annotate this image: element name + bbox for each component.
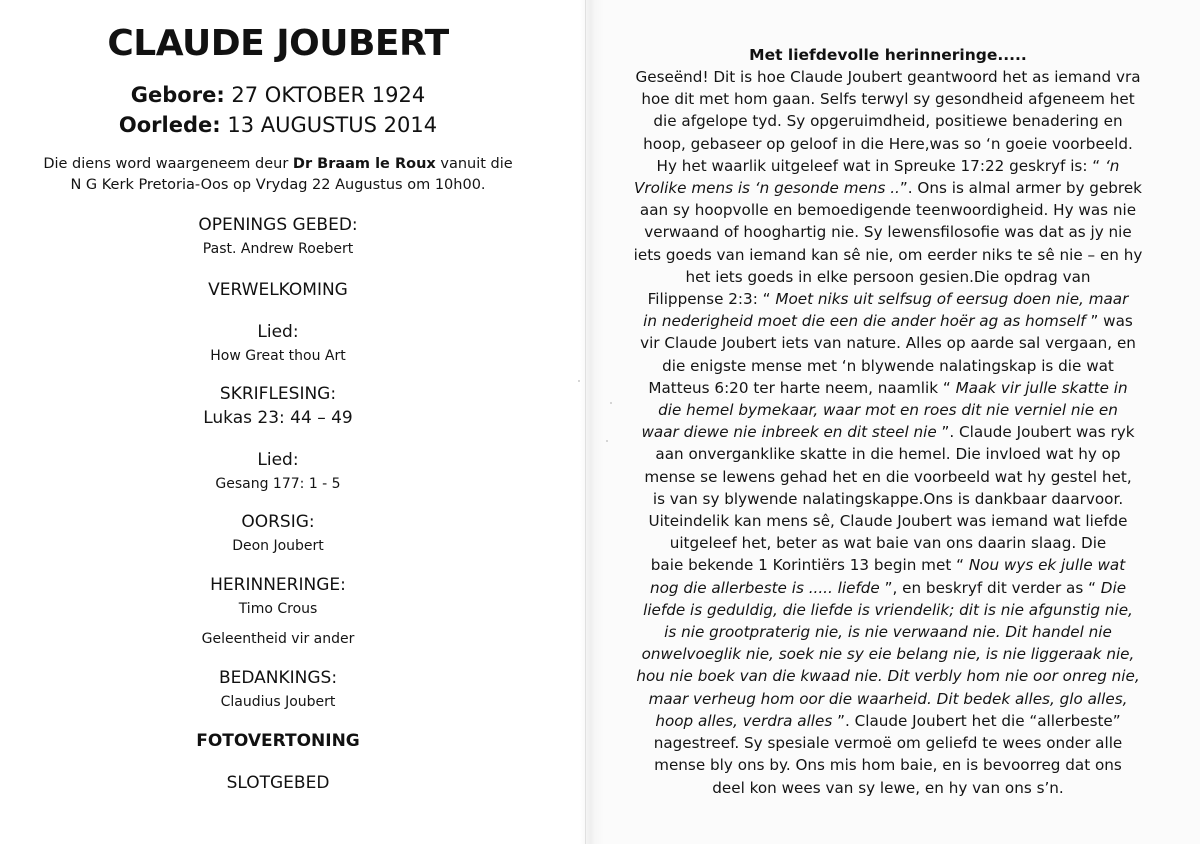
memorial-line [618,554,1158,576]
memorial-line [618,399,1158,421]
minister-name: Dr Braam le Roux [292,156,436,172]
memorial-line [618,355,1158,377]
memorial-text: hoe dit met hom gaan. Selfs terwyl sy gesondheid afgeneem het [641,90,1135,109]
memorial-line [618,688,1158,710]
programme-heading: BEDANKINGS: [218,668,338,688]
scan-speck [578,380,580,382]
programme-item [0,449,556,494]
programme-heading: FOTOVERTONING [196,731,360,751]
memorial-text: Geseënd! Dit is hoe Claude Joubert geantwoord het as iemand vra [635,68,1141,86]
memorial-line [618,710,1158,732]
intro-text: vanuit die [435,156,513,172]
programme-heading: OPENINGS GEBED: [198,215,358,235]
memorial-text: verwaand of hooghartig nie. Sy lewensfilosofie was dat as jy nie [644,223,1132,242]
programme-item [0,214,556,259]
memorial-text: ”. Claude Joubert was ryk [936,423,1135,442]
quoted-scripture: is nie grootpraterig nie, is nie verwaand nie. Dit handel nie [664,623,1112,642]
memorial-text: hoop, gebaseer op geloof in die Here,was so ‘n goeie voorbeeld. [643,134,1133,153]
quoted-scripture: hoop alles, verdra alles [655,711,833,730]
memorial-text-column [618,44,1158,799]
memorial-text: nagestreef. Sy spesiale vermoë om geliefd te wees onder alle [653,734,1123,753]
memorial-line [618,510,1158,532]
memorial-text: aan sy hoopvolle en bemoedigende teenwoordigheid. Hy was nie [639,201,1137,220]
memorial-line [618,199,1158,221]
intro-text: Die diens word waargeneem deur [43,156,293,172]
memorial-text: die enigste mense met ‘n blywende nalatingskap is die wat [662,356,1114,375]
birth-date-line [0,80,556,110]
service-intro [0,154,556,196]
quoted-scripture: die hemel bymekaar, waar mot en roes dit nie verniel nie en [658,401,1118,420]
service-programme-column [0,18,556,794]
programme-detail: How Great thou Art [210,348,346,364]
programme-item [0,511,556,556]
memorial-text: iets goeds van iemand kan sê nie, om eerder niks te sê nie – en hy [633,245,1143,264]
memorial-text: Hy het waarlik uitgeleef wat in Spreuke 17:22 geskryf is: “ [656,156,1105,175]
memorial-text: vir Claude Joubert iets van nature. Alles op aarde sal vergaan, en [640,334,1136,353]
programme-item [0,667,556,712]
programme-heading: OORSIG: [241,512,315,532]
programme-heading: Lied: [257,450,299,470]
memorial-line [618,532,1158,554]
quoted-scripture: nog die allerbeste is ..... liefde [649,578,880,597]
quoted-scripture: liefde is geduldig, die liefde is vriendelik; dit is nie afgunstig nie, [643,600,1133,619]
memorial-text: ”. Claude Joubert het die “allerbeste” [832,711,1121,730]
programme-heading: VERWELKOMING [208,280,348,300]
memorial-line [618,66,1158,88]
scan-speck [606,440,608,442]
programme-detail: Geleentheid vir ander [201,631,355,647]
memorial-line [618,288,1158,310]
quoted-scripture: Vrolike mens is ‘n gesonde mens .. [634,179,900,198]
memorial-line [618,88,1158,110]
programme-detail: Lukas 23: 44 – 49 [203,408,353,428]
memorial-line [618,177,1158,199]
born-label: Gebore: [130,83,225,107]
intro-line-2: N G Kerk Pretoria-Oos op Vrydag 22 Augustus om 10h00. [70,177,486,193]
programme-item [0,730,556,752]
deceased-name: CLAUDE JOUBERT [107,23,449,64]
programme-heading: SKRIFLESING: [219,384,337,404]
memorial-text: het iets goeds in elke persoon gesien.Die opdrag van [685,267,1091,286]
memorial-line [618,266,1158,288]
death-date-line [0,110,556,140]
quoted-scripture: waar diewe nie inbreek en dit steel nie [641,423,937,442]
memorial-line [618,466,1158,488]
quoted-scripture: Die [1100,578,1127,597]
memorial-body [618,66,1158,799]
programme-detail: Past. Andrew Roebert [202,241,354,257]
programme-heading: Lied: [257,322,299,342]
programme-detail: Claudius Joubert [220,694,336,710]
memorial-text: ” was [1085,312,1133,331]
died-label: Oorlede: [118,113,221,137]
memorial-text: Matteus 6:20 ter harte neem, naamlik “ [648,378,956,397]
quoted-scripture: ‘n [1104,156,1120,175]
memorial-line [618,599,1158,621]
programme-item [0,383,556,429]
memorial-line [618,732,1158,754]
memorial-text: uitgeleef het, beter as wat baie van ons daarin slaag. Die [669,534,1107,553]
died-date: 13 AUGUSTUS 2014 [227,113,438,137]
memorial-line [618,621,1158,643]
programme-item [0,772,556,794]
programme-detail: Timo Crous [238,601,318,617]
intro-line-1 [0,154,556,175]
memorial-line [618,244,1158,266]
memorial-text: die afgelope tyd. Sy opgeruimdheid, positiewe benadering en [653,112,1123,131]
memorial-line [618,577,1158,599]
memorial-line [618,665,1158,687]
quoted-scripture: Nou wys ek julle wat [968,556,1126,575]
scan-speck [610,402,612,404]
memorial-text: is van sy blywende nalatingskappe.Ons is dankbaar daarvoor. [652,489,1124,508]
programme-item [0,279,556,301]
memorial-heading: Met liefdevolle herinneringe..... [749,46,1027,64]
quoted-scripture: in nederigheid moet die een die ander hoër ag as homself [643,312,1086,331]
memorial-text: baie bekende 1 Korintiërs 13 begin met “ [650,556,969,575]
programme-item [0,321,556,366]
memorial-line [618,377,1158,399]
memorial-line [618,110,1158,132]
memorial-text: Filippense 2:3: “ [647,290,776,309]
programme-heading: HERINNERINGE: [210,575,346,595]
memorial-text: mense bly ons by. Ons mis hom baie, en is bevoorreg dat ons [654,756,1122,775]
memorial-line [618,421,1158,443]
born-date: 27 OKTOBER 1924 [231,83,426,107]
memorial-line [618,643,1158,665]
programme-heading: SLOTGEBED [226,773,330,793]
memorial-line [618,443,1158,465]
memorial-line [618,332,1158,354]
memorial-line [618,310,1158,332]
memorial-line [618,488,1158,510]
programme-item [0,574,556,649]
memorial-line [618,133,1158,155]
quoted-scripture: Moet niks uit selfsug of eersug doen nie, maar [775,290,1129,309]
programme-detail: Deon Joubert [232,538,324,554]
memorial-text: deel kon wees van sy lewe, en hy van ons s’n. [712,778,1064,797]
memorial-text: Uiteindelik kan mens sê, Claude Joubert was iemand wat liefde [648,512,1128,531]
programme-detail: Gesang 177: 1 - 5 [215,476,341,492]
memorial-line [618,777,1158,799]
memorial-text: ”. Ons is almal armer by gebrek [899,179,1142,198]
quoted-scripture: onwelvoeglik nie, soek nie sy eie belang nie, is nie liggeraak nie, [641,645,1135,664]
memorial-line [618,155,1158,177]
quoted-scripture: Maak vir julle skatte in [955,378,1128,397]
memorial-line [618,221,1158,243]
page-fold [580,0,604,844]
memorial-text: aan onverganklike skatte in die hemel. Die invloed wat hy op [655,445,1121,464]
memorial-text: mense se lewens gehad het en die voorbeeld wat hy gestel het, [644,467,1132,486]
quoted-scripture: hou nie boek van die kwaad nie. Dit verbly hom nie oor onreg nie, [636,667,1140,686]
quoted-scripture: maar verheug hom oor die waarheid. Dit bedek alles, glo alles, [648,689,1128,708]
memorial-text: ”, en beskryf dit verder as “ [879,578,1101,597]
memorial-line [618,754,1158,776]
